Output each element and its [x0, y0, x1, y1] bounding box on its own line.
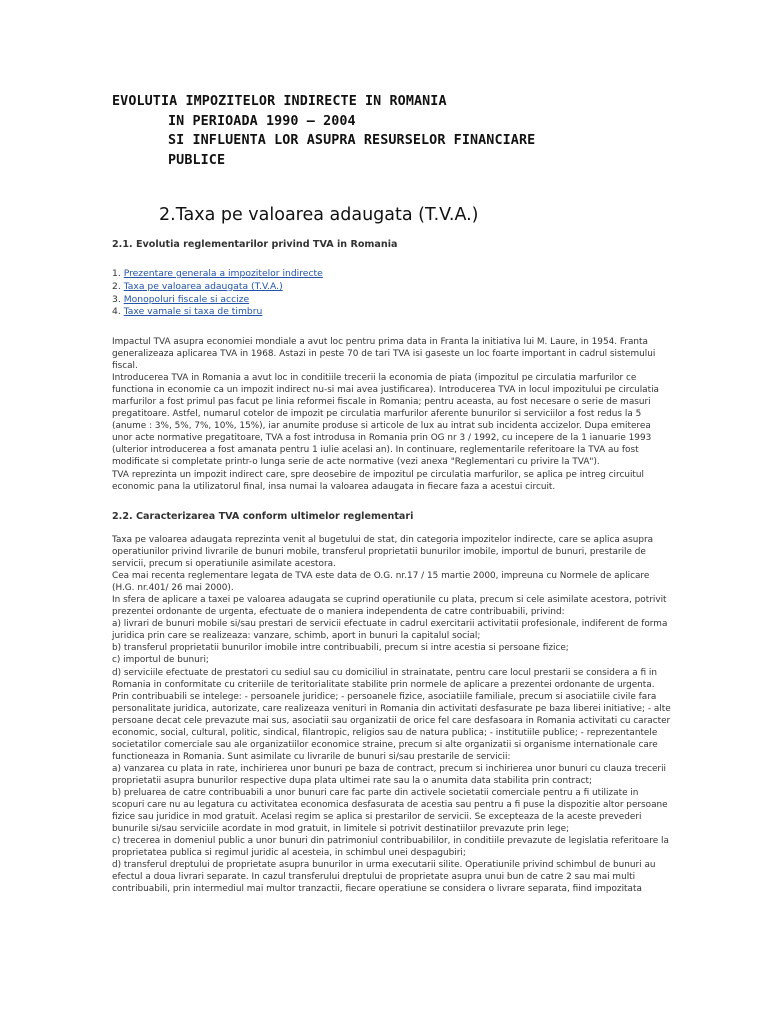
- paragraph-line: Introducerea TVA in Romania a avut loc in conditiile trecerii la economia de piata (impozitul pe circulatia marfurilor ce: [112, 373, 637, 384]
- paragraph-line: proprietatea publica si regimul juridic al acesteia, in schimbul unei despagubiri;: [112, 848, 466, 859]
- paragraph-line: d) transferul dreptului de proprietate asupra bunurilor in urma executarii silite. Operatiunile privind schimbul de bunuri au: [112, 860, 656, 871]
- paragraph-line: In sfera de aplicare a taxei pe valoarea adaugata se cuprind operatiunile cu plata, precum si cele asimilate acestora, potrivit: [112, 595, 667, 606]
- title-line: IN PERIOADA 1990 – 2004: [168, 113, 356, 129]
- title-line: PUBLICE: [168, 152, 226, 168]
- paragraph-line: fiscal.: [112, 361, 138, 372]
- paragraph-line: bunurile si/sau serviciile acordate in mod gratuit, in limitele si potrivit destinatiilor prevazute prin lege;: [112, 824, 570, 835]
- paragraph-line: (anume : 3%, 5%, 7%, 10%, 15%), iar anumite produse si articole de lux au intrat sub incidenta accizelor. Dupa emiterea: [112, 421, 651, 432]
- toc-item: [112, 306, 323, 319]
- paragraph-line: efectul a doua livrari separate. In cazul transferului dreptului de proprietate asupra unui bun de catre 2 sau mai multi: [112, 872, 636, 883]
- paragraph-line: servicii, precum si operatiunile asimilate acestora.: [112, 559, 336, 570]
- paragraph-line: functioneaza in Romania. Sunt asimilate cu livrarile de bunuri si/sau prestarile de servicii:: [112, 751, 511, 762]
- paragraph-line: marfurilor a fost primul pas facut pe linia reformei fiscale in Romania; pentru aceasta, au fost necesare o serie de masuri: [112, 397, 651, 408]
- toc-item-number: 3.: [112, 293, 121, 305]
- paragraph-line: Cea mai recenta reglementare legata de TVA este data de O.G. nr.17 / 15 martie 2000, impreuna cu Normele de aplicare: [112, 571, 650, 582]
- paragraph-line: persoane decat cele prevazute mai sus, asociatii sau organizatii de orice fel care desfasoara in Romania activitati cu caracter: [112, 715, 671, 726]
- paragraph-line: operatiunilor privind livrarile de bunuri mobile, transferul proprietatii bunurilor imobile, importul de bunuri, prestarile de: [112, 547, 646, 558]
- toc-item-number: 2.: [112, 280, 121, 292]
- title-line: EVOLUTIA IMPOZITELOR INDIRECTE IN ROMANIA: [112, 94, 447, 109]
- paragraph-line: contribuabili, prin intermediul mai multor tranzactii, fiecare operatiune se considera o livrare separata, fiind impozitata: [112, 884, 642, 895]
- toc-item: [112, 268, 323, 281]
- section-heading-2-1: 2.1. Evolutia reglementarilor privind TVA in Romania: [112, 239, 398, 250]
- title-line: SI INFLUENTA LOR ASUPRA RESURSELOR FINANCIARE: [168, 133, 536, 148]
- paragraph-line: Romania in conformitate cu criteriile de teritorialitate stabilite prin normele de aplicare a prezentei ordonante de urgenta.: [112, 679, 655, 690]
- toc-link-taxe-vamale[interactable]: Taxe vamale si taxa de timbru: [123, 306, 263, 318]
- paragraph-line: juridica prin care se realizeaza: vanzare, schimb, aport in bunuri la capitalul social;: [112, 631, 481, 642]
- paragraph-line: generalizeaza aplicarea TVA in 1968. Astazi in peste 70 de tari TVA isi gaseste un loc foarte important in cadrul sistemului: [112, 349, 656, 360]
- paragraph-line: d) serviciile efectuate de prestatori cu sediul sau cu domiciliul in strainatate, pentru care locul prestarii se considera a fi in: [112, 667, 657, 678]
- section-2-1-body: [112, 336, 667, 493]
- section-2-2-body: [112, 534, 671, 895]
- paragraph-line: personalitate juridica, autorizate, care realizeaza venituri in Romania din activitati desfasurate pe baza liberei initiative; - alte: [112, 703, 671, 714]
- paragraph-line: societatilor comerciale sau ale organizatiilor economice straine, precum si alte organizatii si organisme internationale care: [112, 739, 658, 750]
- paragraph-line: prezentei ordonante de urgenta, efectuate de o maniera independenta de catre contribuabili, privind:: [112, 607, 565, 618]
- section-heading-2-2: 2.2. Caracterizarea TVA conform ultimelor reglementari: [112, 511, 414, 522]
- paragraph-line: unor acte normative pregatitoare, TVA a fost introdusa in Romania prin OG nr 3 / 1992, cu incepere de la 1 ianuarie 1993: [112, 433, 652, 444]
- paragraph-line: modificate si completate printr-o lunga serie de acte normative (vezi anexa "Reglementari cu privire la TVA").: [112, 457, 600, 468]
- paragraph-line: TVA reprezinta un impozit indirect care, spre deosebire de impozitul pe circulatia marfurilor, se aplica pe intreg circuitul: [112, 469, 644, 480]
- paragraph-line: proprietatii asupra bunurilor respective dupa plata ultimei rate sau la o anumita data stabilita prin contract;: [112, 775, 592, 786]
- paragraph-line: Prin contribuabili se intelege: - persoanele juridice; - persoanele fizice, asociatiile familiale, precum si asociatiile civile fara: [112, 691, 657, 702]
- paragraph-line: economic pana la utilizatorul final, insa numai la valoarea adaugata in fiecare faza a acestui circuit.: [112, 481, 556, 492]
- toc-link-monopoluri-accize[interactable]: Monopoluri fiscale si accize: [123, 293, 250, 305]
- paragraph-line: functiona in economie ca un impozit indirect nu-si mai avea justificarea). Introducerea TVA in locul impozitului pe circulatia: [112, 385, 659, 396]
- toc-item: [112, 281, 323, 294]
- toc-link-prezentare-generala[interactable]: Prezentare generala a impozitelor indirecte: [123, 268, 323, 279]
- paragraph-line: (ulterior introducerea a fost amanata pentru 1 iulie acelasi an). In continuare, reglementarile referitoare la TVA au fost: [112, 445, 639, 456]
- paragraph-line: pregatitoare. Astfel, numarul cotelor de impozit pe circulatia marfurilor aferente bunurilor si serviciilor a fost redus la 5: [112, 409, 642, 420]
- paragraph-line: Taxa pe valoarea adaugata reprezinta venit al bugetului de stat, din categoria impozitelor indirecte, care se aplica asupra: [112, 535, 654, 545]
- paragraph-line: economic, social, cultural, politic, sindical, filantropic, religios sau de natura publica; - institutiile publice; - reprezentantele: [112, 727, 658, 738]
- paragraph-line: a) livrari de bunuri mobile si/sau prestari de servicii efectuate in cadrul exercitarii activitatii profesionale, indiferent de forma: [112, 619, 668, 630]
- toc-item-number: 1.: [112, 268, 121, 279]
- table-of-contents: [112, 268, 323, 319]
- paragraph-line: c) trecerea in domeniul public a unor bunuri din patrimoniul contribuabililor, in conditiile prevazute de legislatia referitoare la: [112, 836, 669, 847]
- paragraph-line: Impactul TVA asupra economiei mondiale a avut loc pentru prima data in Franta la initiativa lui M. Laure, in 1954. Franta: [112, 337, 648, 347]
- document-page: [112, 92, 671, 895]
- toc-item-number: 4.: [112, 306, 121, 318]
- paragraph-line: c) importul de bunuri;: [112, 655, 209, 666]
- document-title: [112, 92, 667, 170]
- paragraph-line: b) transferul proprietatii bunurilor imobile intre contribuabili, precum si intre acestia si persoane fizice;: [112, 643, 569, 654]
- paragraph-line: fizice sau juridice in mod gratuit. Acelasi regim se aplica si prestarilor de servicii. Se excepteaza de la aceste prevederi: [112, 812, 642, 823]
- paragraph-line: b) preluarea de catre contribuabili a unor bunuri care fac parte din activele societatii comerciale pentru a fi utilizate in: [112, 787, 639, 798]
- toc-item: [112, 294, 323, 307]
- paragraph-line: (H.G. nr.401/ 26 mai 2000).: [112, 583, 234, 594]
- toc-link-taxa-tva[interactable]: Taxa pe valoarea adaugata (T.V.A.): [123, 280, 283, 292]
- paragraph-line: a) vanzarea cu plata in rate, inchirierea unor bunuri pe baza de contract, precum si inchirierea unor bunuri cu clauza trecerii: [112, 763, 667, 774]
- paragraph-line: scopuri care nu au legatura cu activitatea economica desfasurata de acestia sau pentru a fi puse la dispozitie altor persoane: [112, 800, 668, 811]
- chapter-title: 2.Taxa pe valoarea adaugata (T.V.A.): [159, 205, 479, 225]
